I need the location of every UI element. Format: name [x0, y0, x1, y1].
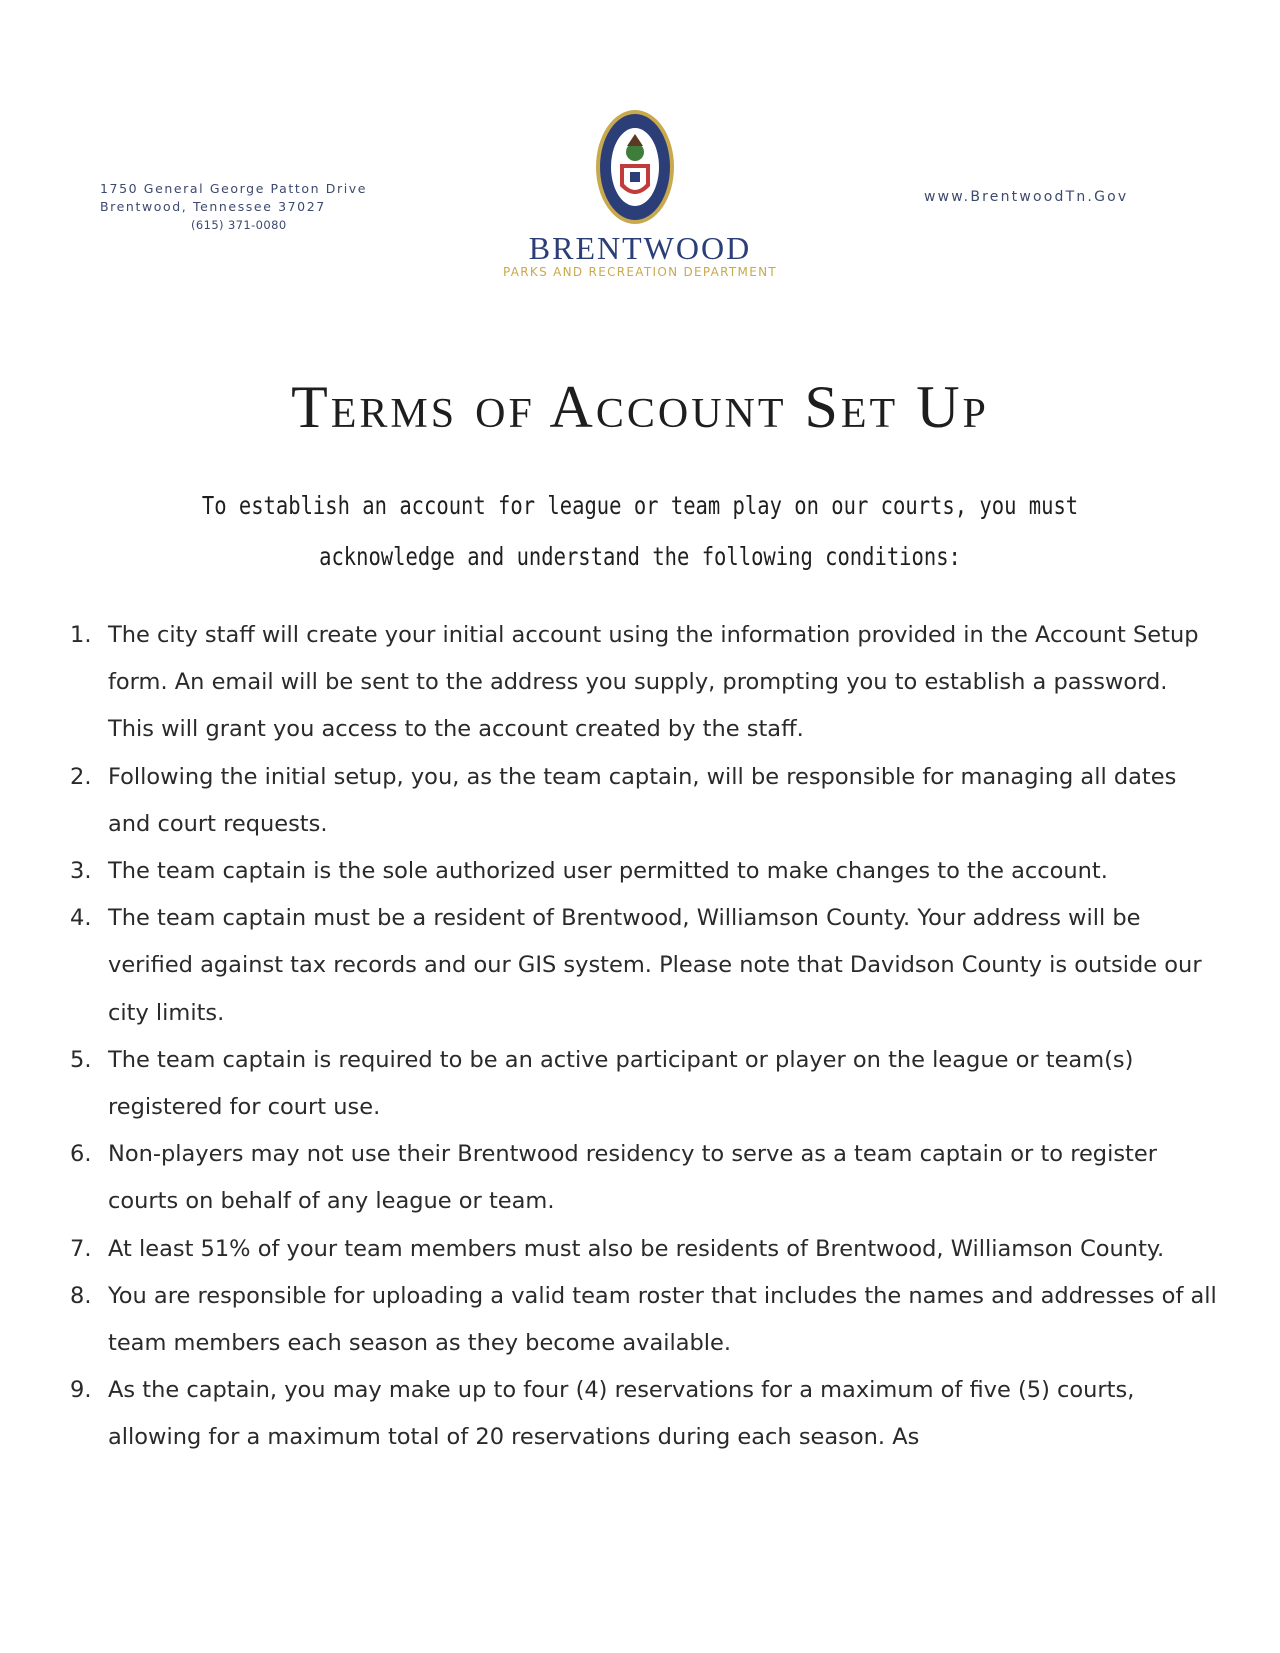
list-item-number: 4.: [70, 905, 92, 932]
list-item-number: 6.: [70, 1141, 92, 1168]
list-item-text: The team captain must be a resident of Brentwood, Williamson County. Your address will be verified against tax records and our GIS system. Please note that Davidson County is outside our city limits.: [108, 905, 1202, 1026]
list-item-number: 7.: [70, 1235, 92, 1262]
list-item: [70, 754, 1220, 848]
address-city: Brentwood, Tennessee 37027: [100, 199, 326, 214]
list-item-number: 1.: [70, 622, 92, 648]
list-item: [70, 1131, 1220, 1225]
page-title: Terms of Account Set Up: [291, 374, 989, 440]
list-item: [70, 895, 1220, 1037]
list-item: [70, 1037, 1220, 1131]
list-item-text: The team captain is required to be an active participant or player on the league or team(s) registered for court use.: [108, 1046, 1134, 1121]
list-item-text: Following the initial setup, you, as the team captain, will be responsible for managing all dates and court requests.: [108, 763, 1177, 837]
brand-name: BRENTWOOD: [528, 230, 752, 266]
list-item: [70, 1226, 1220, 1273]
list-item-text: At least 51% of your team members must also be residents of Brentwood, Williamson County.: [108, 1235, 1165, 1262]
intro-text: To establish an account for league or team play on our courts, you must acknowledge and understand the following conditions:: [201, 491, 1079, 571]
list-item-number: 3.: [70, 858, 92, 885]
list-item-number: 5.: [70, 1046, 92, 1073]
address-block: [100, 180, 390, 234]
city-seal-logo: [594, 108, 676, 226]
list-item: [70, 848, 1220, 895]
list-item: [70, 612, 1220, 754]
list-item: [70, 1273, 1220, 1367]
list-item-text: The team captain is the sole authorized user permitted to make changes to the account.: [108, 858, 1108, 885]
list-item-number: 8.: [70, 1282, 92, 1309]
list-item-text: Non-players may not use their Brentwood residency to serve as a team captain or to register courts on behalf of any league or team.: [108, 1141, 1157, 1215]
list-item-text: As the captain, you may make up to four (4) reservations for a maximum of five (5) courts, allowing for a maximum total of 20 reservations during each season. As: [108, 1377, 1135, 1451]
list-item-number: 9.: [70, 1377, 92, 1404]
list-item: [70, 1367, 1220, 1461]
list-item-text: You are responsible for uploading a valid team roster that includes the names and addresses of all team members each season as they become available.: [108, 1282, 1217, 1357]
list-item-text: The city staff will create your initial account using the information provided in the Account Setup form. An email will be sent to the address you supply, prompting you to establish a password. This will grant you access to the account created by the staff.: [108, 622, 1199, 743]
website-url: www.BrentwoodTn.Gov: [924, 189, 1129, 205]
list-item-number: 2.: [70, 763, 92, 790]
terms-list: [70, 612, 1220, 1462]
address-street: 1750 General George Patton Drive: [100, 181, 368, 196]
brand-subtitle: PARKS AND RECREATION DEPARTMENT: [503, 265, 777, 279]
phone-number: (615) 371-0080: [191, 218, 287, 232]
